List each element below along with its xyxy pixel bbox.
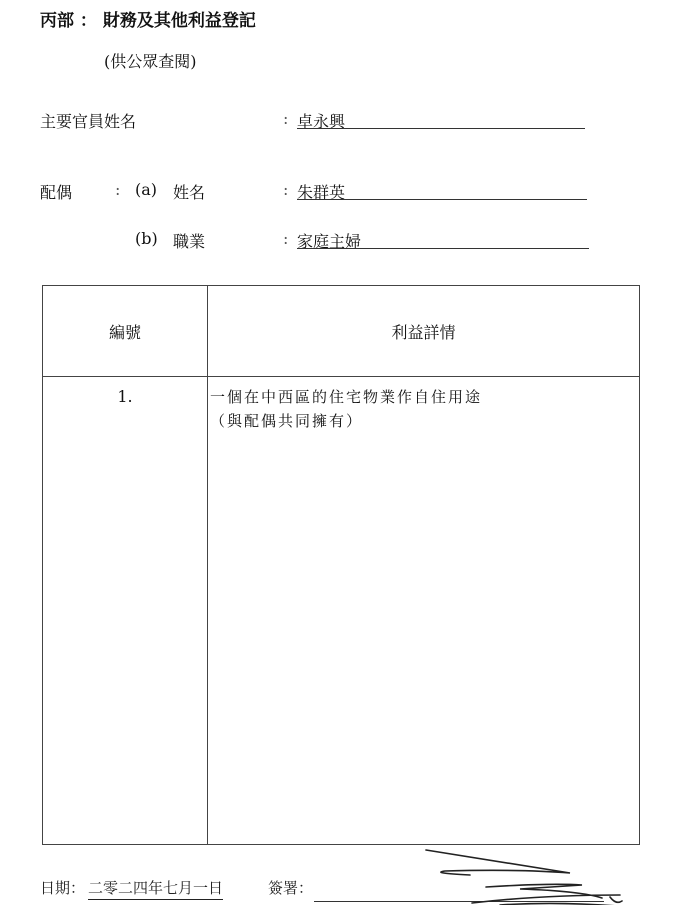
colon: : (283, 229, 289, 248)
table-header-row (43, 286, 640, 377)
official-name-value: 卓永興 (297, 112, 346, 131)
spouse-name-label: 姓名 (173, 183, 206, 202)
signature-label: 簽署： (268, 879, 314, 897)
official-name-underline (297, 128, 585, 129)
header-number: 編號 (43, 286, 208, 377)
occupation-underline (297, 248, 589, 249)
row-details (208, 377, 640, 845)
date-value: 二零二四年七月一日 (88, 877, 223, 900)
occupation-marker: (b) (135, 229, 158, 248)
spouse-name-underline (297, 199, 587, 200)
details-line: （與配偶共同擁有） (210, 412, 364, 430)
table-row (43, 377, 640, 845)
section-title: 丙部 ： 財務及其他利益登記 (40, 11, 256, 31)
public-inspection-note: (供公眾查閱) (104, 52, 197, 71)
name-marker: (a) (135, 180, 158, 199)
row-number: 1. (43, 377, 208, 845)
interests-table (42, 285, 640, 845)
details-line: 一個在中西區的住宅物業作自住用途 (210, 388, 483, 406)
colon: : (283, 109, 289, 128)
signature-image (320, 845, 640, 905)
date-label: 日期： (40, 879, 86, 897)
occupation-value: 家庭主婦 (297, 232, 362, 251)
occupation-label: 職業 (173, 232, 206, 251)
colon: : (283, 180, 289, 199)
spouse-name-value: 朱群英 (297, 183, 346, 202)
colon: : (115, 180, 121, 199)
official-name-label: 主要官員姓名 (40, 112, 137, 131)
header-details: 利益詳情 (208, 286, 640, 377)
spouse-label: 配偶 (40, 183, 73, 202)
